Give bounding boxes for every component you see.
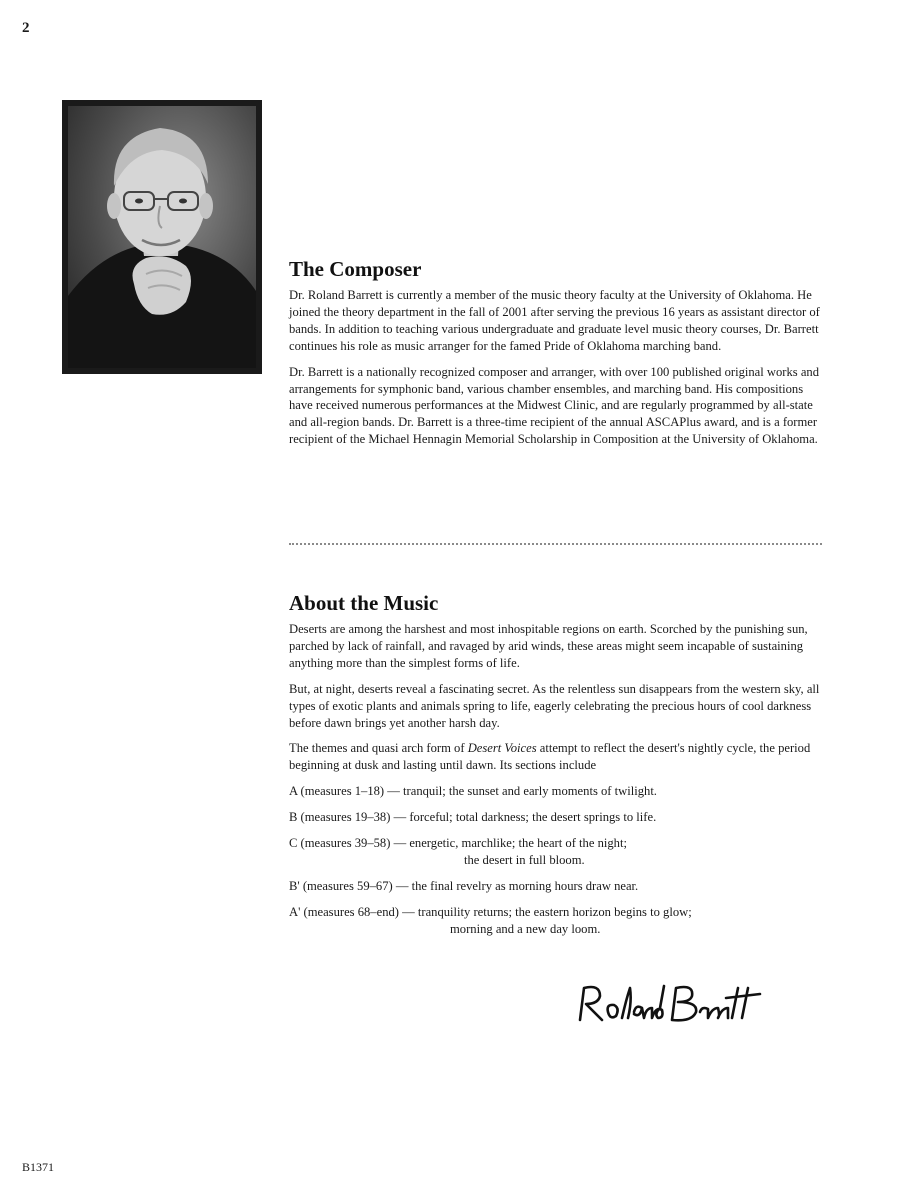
form-section-row — [289, 809, 822, 826]
composer-section — [289, 257, 822, 457]
form-section-label: A' (measures 68–end) — — [289, 904, 418, 919]
publication-code: B1371 — [22, 1160, 55, 1174]
form-section-label: C (measures 39–58) — — [289, 836, 410, 851]
piece-title: Desert Voices — [467, 741, 537, 756]
form-intro-before: The themes and quasi arch form of — [289, 741, 468, 756]
form-section-row — [289, 835, 822, 869]
music-heading: About the Music — [289, 591, 439, 615]
composer-photo — [62, 100, 262, 374]
music-section — [289, 591, 822, 947]
form-section-label: A (measures 1–18) — — [289, 784, 404, 799]
music-paragraph: But, at night, deserts reveal a fascinating secret. As the relentless sun disappears from the western sky, all types of exotic plants and animals spring to life, eagerly celebrating the precious hours of cool darkness before dawn brings yet another harsh day. — [289, 681, 820, 730]
composer-heading: The Composer — [289, 257, 422, 281]
music-paragraph: Deserts are among the harshest and most inhospitable regions on earth. Scorched by the punishing sun, parched by lack of rainfall, and ravaged by arid winds, these areas might seem incapable of sustaining anything more than the simplest forms of life. — [289, 622, 808, 670]
form-section-row — [289, 904, 822, 938]
composer-paragraph: Dr. Barrett is a nationally recognized composer and arranger, with over 100 published original works and arrangements for symphonic band, various chamber ensembles, and marching band. His compositions have received numerous performances at the Midwest Clinic, and are regularly programmed by all-state and all-region bands. Dr. Barrett is a three-time recipient of the annual ASCAPlus award, and is a former recipient of the Michael Hennagin Memorial Scholarship in Composition at the University of Oklahoma. — [289, 364, 820, 447]
form-intro — [289, 740, 822, 774]
form-section-row — [289, 783, 822, 800]
form-section-text: tranquil; the sunset and early moments of twilight. — [403, 784, 657, 799]
form-section-label: B' (measures 59–67) — — [289, 878, 412, 893]
composer-paragraph: Dr. Roland Barrett is currently a member of the music theory faculty at the University of Oklahoma. He joined the theory department in the fall of 2001 after serving the previous 16 years as assistant director of bands. In addition to teaching various undergraduate and graduate level music theory courses, Dr. Barrett continues his role as music arranger for the famed Pride of Oklahoma marching band. — [289, 288, 820, 353]
form-section-row — [289, 878, 822, 895]
form-section-text: energetic, marchlike; the heart of the night; — [409, 836, 627, 851]
form-section-text: tranquility returns; the eastern horizon begins to glow; — [417, 904, 692, 919]
page-number: 2 — [22, 20, 30, 36]
form-section-text: forceful; total darkness; the desert springs to life. — [409, 810, 657, 825]
signature — [572, 980, 762, 1030]
form-intro-after: attempt to reflect the desert's nightly cycle, the period beginning at dusk and lasting until dawn. Its sections include — [289, 741, 811, 773]
form-section-text: the final revelry as morning hours draw near. — [411, 878, 639, 893]
form-section-continuation: morning and a new day loom. — [450, 921, 601, 936]
form-section-continuation: the desert in full bloom. — [464, 852, 585, 867]
section-divider — [289, 543, 822, 545]
form-section-label: B (measures 19–38) — — [289, 810, 410, 825]
